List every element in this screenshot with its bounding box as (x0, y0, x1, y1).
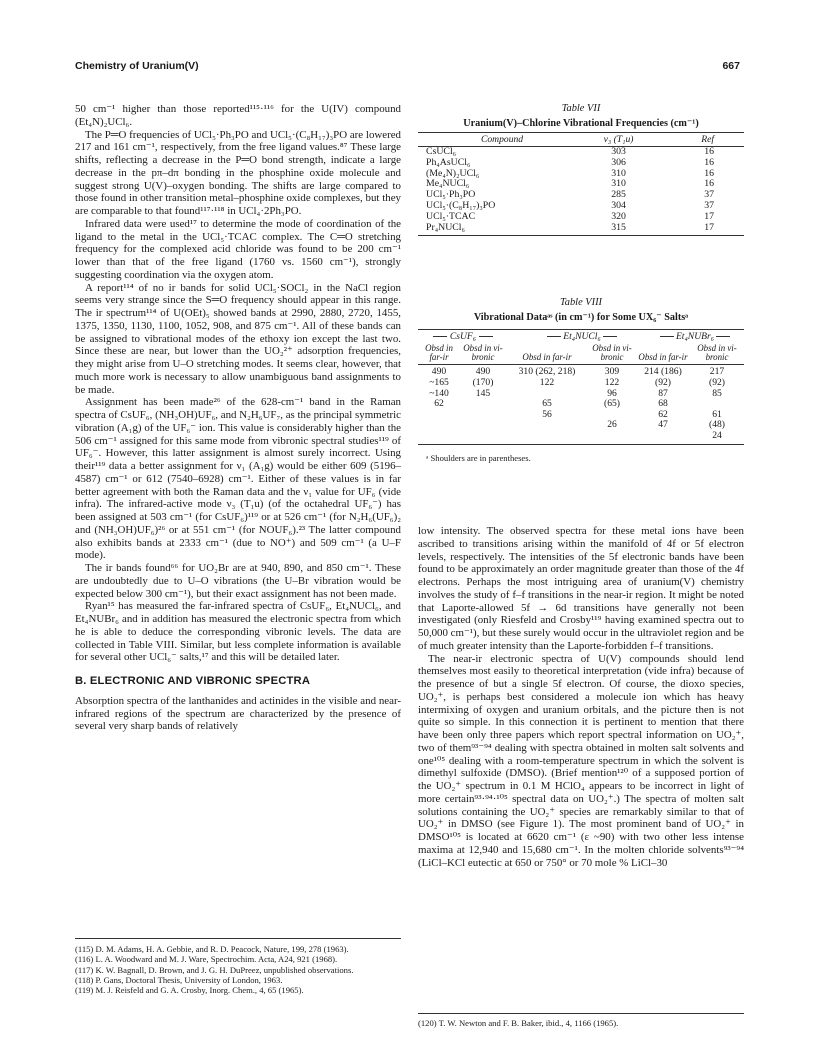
table-cell: Ph₄AsUCl₆ (426, 156, 471, 168)
table-cell (418, 410, 460, 421)
table-cell: 87 (658, 387, 668, 399)
table-cell: UCl₅·TCAC (426, 210, 476, 222)
table-viii (418, 297, 744, 463)
table-cell: 85 (712, 387, 722, 399)
table-cell: (92) (655, 377, 671, 388)
table-cell: ~165 (429, 377, 449, 388)
table-cell: 122 (539, 377, 555, 388)
column-header: Obsd in vi-bronic (460, 344, 506, 365)
table-footnote: ᵃ Shoulders are in parentheses. (426, 452, 531, 463)
table-cell: 306 (611, 156, 626, 168)
column-header: Obsd in vi-bronic (690, 344, 744, 365)
reference: (116) L. A. Woodward and M. J. Ware, Spectrochim. Acta, A24, 921 (1968). (75, 954, 338, 965)
table-cell: ~140 (429, 387, 449, 399)
table-cell: UCl₅·(C₈H₁₇)₃PO (426, 199, 496, 211)
table-row (418, 399, 744, 410)
paragraph: Infrared data were used¹⁷ to determine the mode of coordination of the ligand to the metal in the UCl₅·TCAC complex. The C═O stretching frequency for the complexed acid chloride was found to be 200 cm⁻¹ lower than that of the free ligand (1760 vs. 1560 cm⁻¹), strongly suggesting coordination via the oxygen atom. (75, 217, 401, 281)
table-cell: 310 (611, 178, 626, 190)
table-cell: 26 (607, 419, 617, 431)
column-header: ν₃ (T₁u) (586, 133, 651, 147)
table-cell: 96 (607, 387, 617, 399)
paragraph: Assignment has been made²⁶ of the 628-cm⁻¹ band in the Raman spectra of CsUF₆, (NH₃OH)UF₆, and N₂H₆UF₇, as the principal symmetric vibration (A₁g) of the UF₆⁻ ion. This value is considerably higher than the 506 cm⁻¹ assigned for this same mode from vibronic spectral studies¹¹⁹ of UF₆⁻. However, this latter assignment is almost surely incorrect. Using their¹¹⁹ data a better assignment for ν₁ (A₁g) would be either 609 (5196–4587) cm⁻¹ or 612 (7540–6928) cm⁻¹. Either of these values is in far better agreement with both the Raman data and the ν₁ value for UF₆ (vide infra). The infrared-active mode ν₃ (T₁u) (of the octahedral UF₆⁻) has been assigned at 503 cm⁻¹ (for CsUF₆)¹¹⁹ or at 526 cm⁻¹ (for N₂H₆(UF₆)₂ and (NH₃OH)UF₆)²⁶ or at 551 cm⁻¹ (for NOUF₆).²³ The latter compound also exhibits bands at 2333 cm⁻¹ (due to NO⁺) and 509 cm⁻¹ (a U–F mode). (75, 396, 401, 562)
reference: (120) T. W. Newton and F. B. Baker, ibid., 4, 1166 (1965). (418, 1018, 619, 1028)
table-cell: 490 (431, 366, 447, 378)
table-cell (588, 431, 636, 444)
paragraph: The P═O frequencies of UCl₅·Ph₃PO and UCl₅·(C₈H₁₇)₃PO are lowered 217 and 161 cm⁻¹, respectively, from the free ligand values.⁸⁷ These large shifts, reflecting a decrease in the P═O bond strength, indicate a large decrease in the pπ–dπ bonding in the phosphine oxide molecule and suggest strong U(V)–oxygen bonding. The shifts are large compared to those found in other transition metal–phosphine oxide complexes, but they are comparable to that found¹¹⁷·¹¹⁸ in UCl₄·2Ph₃PO. (75, 128, 401, 217)
table-cell: (92) (709, 377, 725, 388)
reference: (115) D. M. Adams, H. A. Gebbie, and R. D. Peacock, Nature, 199, 278 (1963). (75, 944, 349, 954)
table-cell: 122 (604, 377, 620, 388)
table-row (418, 158, 744, 169)
table-cell: 61 (712, 408, 722, 420)
table-cell: 309 (604, 366, 620, 378)
table-cell: CsUCl₆ (426, 146, 457, 157)
paragraph: Ryan¹⁵ has measured the far-infrared spectra of CsUF₆, Et₄NUCl₆, and Et₄NUBr₆ and in addition has measured the electronic spectra from which he is able to deduce the corresponding vibronic levels. The data are collected in Table VIII. Similar, but less complete information is available for several other UCl₆⁻ salts,¹⁷ and this will be detailed later. (75, 600, 401, 664)
table-cell (460, 431, 506, 444)
table-cell: 217 (709, 366, 725, 378)
column-header: Obsd in far-ir (636, 344, 690, 365)
table-cell: 303 (611, 146, 626, 157)
table-cell: 16 (704, 156, 714, 168)
table-cell: 17 (704, 210, 714, 222)
page-number: 667 (722, 60, 740, 72)
group-header: Et₄NUBr₆ (646, 331, 744, 342)
table-row (418, 410, 744, 421)
paragraph: Absorption spectra of the lanthanides and actinides in the visible and near-infrared regions of the spectrum are characterized by the presence of several very sharp bands of relatively (75, 694, 401, 733)
paragraph: 50 cm⁻¹ higher than those reported¹¹⁵·¹¹⁶ for the U(IV) compound (Et₄N)₂UCl₆. (75, 103, 401, 128)
table-vii-grid (418, 132, 744, 236)
table-cell: 17 (651, 223, 744, 236)
table-cell: 310 (262, 218) (518, 366, 576, 378)
table-title: Uranium(V)–Chlorine Vibrational Frequencies (cm⁻¹) (463, 118, 699, 129)
table-cell: 304 (611, 199, 626, 211)
column-header: Obsd in far-ir (506, 344, 588, 365)
table-cell: UCl₅·Ph₃PO (426, 189, 476, 201)
table-cell: Pr₄NUCl₆ (418, 223, 586, 236)
table-cell: 310 (611, 167, 626, 179)
table-cell: 62 (658, 408, 668, 420)
table-cell: 145 (475, 387, 491, 399)
table-row (418, 378, 744, 389)
table-row (418, 365, 744, 378)
table-cell: 315 (586, 223, 651, 236)
table-cell (506, 431, 588, 444)
table-cell: 214 (186) (644, 366, 682, 378)
table-row (418, 223, 744, 236)
table-cell: 65 (542, 398, 552, 410)
table-cell: 490 (475, 366, 491, 378)
footnote-rule (418, 1013, 744, 1014)
left-column (75, 103, 401, 733)
table-cell: 37 (704, 199, 714, 211)
running-title: Chemistry of Uranium(V) (75, 60, 199, 72)
table-cell (636, 431, 690, 444)
paragraph: low intensity. The observed spectra for these metal ions have been ascribed to transitions arising within the manifold of 4f or 5f electron levels, respectively. The intensities of the 5f electronic bands have been found to be approximately an order magnitude greater than those of the 4f electrons. Perhaps the most intriguing area of uranium(V) chemistry involves the study of f–f transitions in the near-ir region. It might be noted that Laporte-allowed 5f → 6d transitions have generally not been investigated (only Riesfeld and Crosby¹¹⁹ having examined spectra out to 50,000 cm⁻¹), but these surely would occur in the ultraviolet region and be of much greater intensity than the Laporte-forbidden f–f transitions. (418, 525, 744, 652)
table-cell: (170) (472, 377, 494, 388)
table-cell: 68 (658, 398, 668, 410)
footnote-rule (75, 938, 401, 939)
running-header (75, 60, 740, 76)
table-cell: (65) (604, 398, 620, 410)
table-viii-grid (418, 344, 744, 445)
column-header: Obsd in vi-bronic (588, 344, 636, 365)
table-cell: 56 (542, 408, 552, 420)
table-cell: 37 (704, 189, 714, 201)
table-cell (418, 420, 460, 431)
table-cell (460, 399, 506, 410)
column-header: Obsd in far-ir (418, 344, 460, 365)
table-cell: Me₄NUCl₆ (426, 178, 470, 190)
table-cell (460, 420, 506, 431)
table-caption: Table VII (561, 103, 601, 114)
table-cell (418, 431, 460, 444)
table-cell: (Me₄N)₂UCl₆ (426, 167, 480, 179)
table-row (418, 420, 744, 431)
column-header: Ref (651, 133, 744, 147)
table-cell (506, 420, 588, 431)
reference: (119) M. J. Reisfeld and G. A. Crosby, Inorg. Chem., 4, 65 (1965). (75, 985, 304, 996)
table-cell: 16 (704, 146, 714, 157)
table-row (418, 212, 744, 223)
table-cell: 320 (611, 210, 626, 222)
group-header: Et₄NUCl₆ (532, 331, 632, 342)
paragraph: The near-ir electronic spectra of U(V) compounds should lend themselves most easily to theoretical interpretation (vide infra) because of the presence of but a single 5f electron. Of course, the dioxo species, UO₂⁺, is perhaps best considered a molecule ion which has heavy intermixing of oxygen and uranium orbitals, and the picture then is not quite so simple. In this connection it is pertinent to mention that there have been only three papers which report spectral information on UO₂⁺, two of them⁹³⁻⁹⁴ dealing with spectra obtained in molten salt solvents and one¹⁰⁵ dealing with a room-temperature spectrum in which the solvent is dimethyl sulfoxide (DMSO). (Brief mention¹²⁰ of a supposed portion of the UO₂⁺ spectrum in 0.1 M HClO₄ appears to be incorrect in light of more certain⁹³·⁹⁴·¹⁰⁵ spectral data on UO₂⁺.) The spectra of molten salt solutions containing the UO₂⁺ species are remarkably similar to that of UO₂⁺ in DMSO (see Figure 1). The most prominent band of UO₂⁺ in DMSO¹⁰⁵ is located at 6620 cm⁻¹ (ε ~90) with two other less intense maxima at 12,940 and 15,680 cm⁻¹. In the molten chloride solvents⁹³⁻⁹⁴ (LiCl–KCl eutectic at 650 or 750° or 70 mole % LiCl–30 (418, 652, 744, 869)
table-title: Vibrational Dataᵃˢ (in cm⁻¹) for Some UX₆⁻ Saltsᵃ (473, 312, 689, 323)
table-cell: 62 (434, 398, 444, 410)
reference: (118) P. Gans, Doctoral Thesis, University of London, 1963. (75, 974, 283, 985)
table-vii (418, 103, 744, 236)
reference-list (75, 944, 401, 995)
table-cell: 24 (690, 431, 744, 444)
right-column (418, 525, 744, 869)
table-cell: 16 (704, 167, 714, 179)
table-row (418, 431, 744, 444)
table-cell: 285 (611, 189, 626, 201)
table-caption: Table VIII (559, 297, 603, 308)
table-cell: (48) (709, 419, 725, 431)
table-cell (460, 410, 506, 421)
paragraph: The ir bands found⁶⁶ for UO₂Br are at 940, 890, and 850 cm⁻¹. These are undoubtedly due to U–O vibrations (the U–Br vibration would be expected below 300 cm⁻¹), but their exact assignment has not been made. (75, 562, 401, 600)
table-cell: 47 (658, 419, 668, 431)
group-headers (418, 329, 744, 344)
reference: (117) K. W. Bagnall, D. Brown, and J. G. H. DuPreez, unpublished observations. (75, 964, 354, 975)
paragraph: A report¹¹⁴ of no ir bands for solid UCl₅·SOCl₂ in the NaCl region seems very strange since the S═O frequency should appear in this range. The ir spectrum¹¹⁴ of U(OEt)₅ showed bands at 2990, 2880, 2720, 1455, 1375, 1350, 1130, 1100, 1052, 908, and 875 cm⁻¹. All of these bands can be assigned to vibrational modes of the ethoxy ion except the last two. Since these are near, but lower than the UO₂²⁺ adsorption frequencies, they might arise from U–O stretching modes. It seems clear, however, that much more work is necessary to allow unambiguous band assignments to be made. (75, 281, 401, 396)
table-row (418, 389, 744, 400)
column-header: Compound (418, 133, 586, 147)
section-heading: B. ELECTRONIC AND VIBRONIC SPECTRA (75, 675, 311, 687)
group-header: CsUF₆ (420, 331, 506, 342)
table-cell: 16 (704, 178, 714, 190)
